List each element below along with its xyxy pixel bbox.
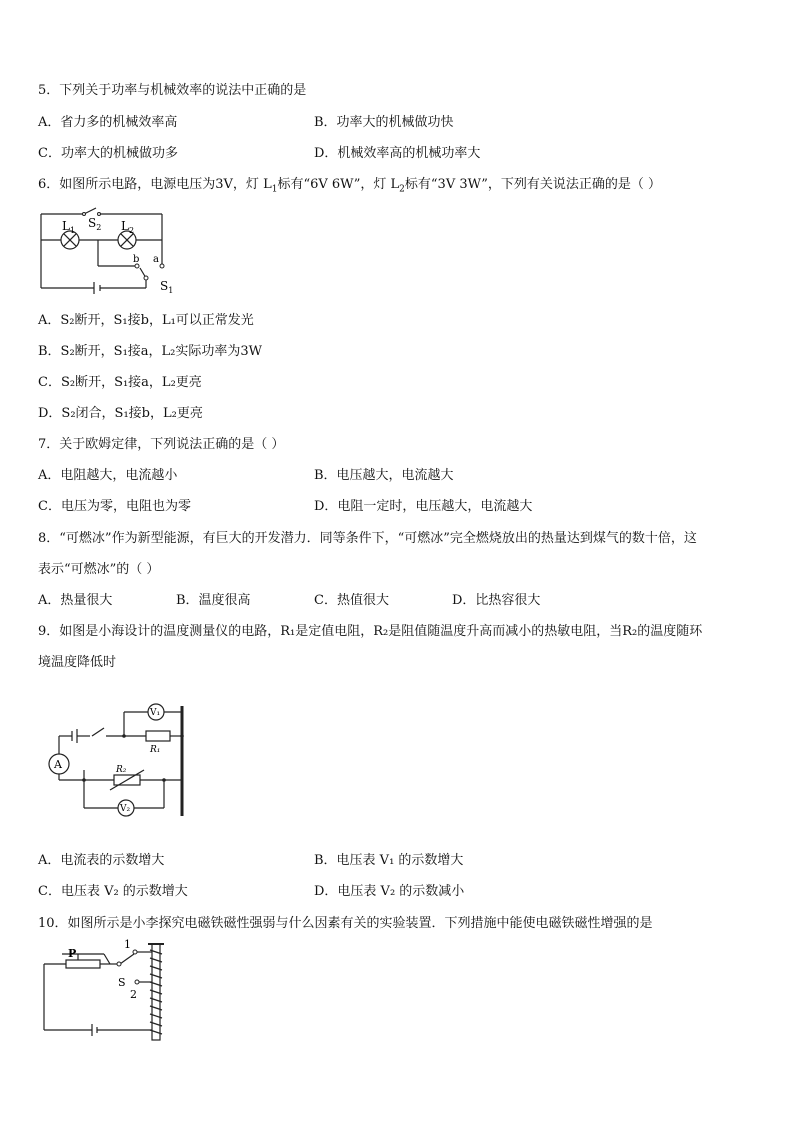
q9-label-R1: R₁	[150, 745, 161, 755]
q10-label-1: 1	[124, 938, 131, 951]
q10-stem: 10．如图所示是小李探究电磁铁磁性强弱与什么因素有关的实验装置．下列措施中能使电磁铁磁性增强的是	[38, 916, 653, 931]
q6-label-S1: $S_1$	[160, 279, 174, 295]
q8-stem-line2: 表示“可燃冰”的（ ）	[38, 562, 160, 577]
q6-stem-part: 标有“3V 3W”，下列有关说法正确的是（ ）	[404, 177, 661, 192]
q8-option-c: C．热值很大	[314, 593, 389, 608]
q9-option-c: C．电压表 V₂ 的示数增大	[38, 884, 188, 899]
q9-stem-line1: 9．如图是小海设计的温度测量仪的电路，R₁是定值电阻，R₂是阻值随温度升高而减小的热敏电阻，当R₂的温度随环	[38, 624, 703, 639]
q5-stem: 5．下列关于功率与机械效率的说法中正确的是	[38, 83, 307, 98]
q9-label-R2: R₂	[116, 765, 127, 775]
q6-stem-sub: 2	[399, 184, 405, 195]
q5-option-a: A．省力多的机械效率高	[38, 115, 178, 130]
q7-option-a: A．电阻越大，电流越小	[38, 468, 178, 483]
q6-stem-sub: 1	[271, 184, 278, 195]
q9-label-ammeter: A	[54, 758, 62, 771]
q8-option-d: D．比热容很大	[452, 593, 541, 608]
q7-stem: 7．关于欧姆定律，下列说法正确的是（ ）	[38, 437, 285, 452]
q10-electromagnet-diagram	[38, 938, 178, 1048]
q7-option-c: C．电压为零，电阻也为零	[38, 499, 191, 514]
q9-label-V1: V₁	[150, 708, 161, 718]
q9-stem-line2: 境温度降低时	[38, 655, 117, 670]
q5-option-d: D．机械效率高的机械功率大	[314, 146, 481, 161]
q6-stem	[38, 176, 661, 199]
q10-label-P: P	[68, 947, 77, 960]
q6-option-b: B．S₂断开，S₁接a，L₂实际功率为3W	[38, 344, 263, 359]
q8-option-b: B．温度很高	[176, 593, 251, 608]
q7-option-b: B．电压越大，电流越大	[314, 468, 454, 483]
q6-stem-part: 6．如图所示电路，电源电压为3V，灯 L	[38, 177, 272, 192]
q8-option-a: A．热量很大	[38, 593, 113, 608]
q6-option-d: D．S₂闭合，S₁接b，L₂更亮	[38, 406, 203, 421]
q9-option-d: D．电压表 V₂ 的示数减小	[314, 884, 465, 899]
q6-label-b: b	[133, 254, 140, 265]
q5-option-b: B．功率大的机械做功快	[314, 115, 454, 130]
q9-option-a: A．电流表的示数增大	[38, 853, 165, 868]
q10-label-S: S	[118, 976, 126, 989]
q7-option-d: D．电阻一定时，电压越大，电流越大	[314, 499, 533, 514]
q9-label-V2: V₂	[120, 804, 131, 814]
q9-option-b: B．电压表 V₁ 的示数增大	[314, 853, 464, 868]
q6-label-L1: $L_1$	[62, 219, 76, 235]
q6-circuit-diagram	[36, 200, 176, 305]
q6-label-a: a	[153, 254, 159, 265]
q10-label-2: 2	[130, 988, 137, 1001]
q5-option-c: C．功率大的机械做功多	[38, 146, 178, 161]
q6-option-a: A．S₂断开，S₁接b，L₁可以正常发光	[38, 313, 254, 328]
q9-circuit-diagram	[44, 696, 194, 826]
q6-stem-part: 标有“6V 6W”，灯 L	[277, 177, 400, 192]
q6-option-c: C．S₂断开，S₁接a，L₂更亮	[38, 375, 202, 390]
q6-label-S2: $S_2$	[88, 216, 102, 232]
q8-stem-line1: 8．“可燃冰”作为新型能源，有巨大的开发潜力．同等条件下，“可燃冰”完全燃烧放出的热量达到煤气的数十倍，这	[38, 531, 697, 546]
q6-label-L2: $L_2$	[121, 219, 135, 235]
